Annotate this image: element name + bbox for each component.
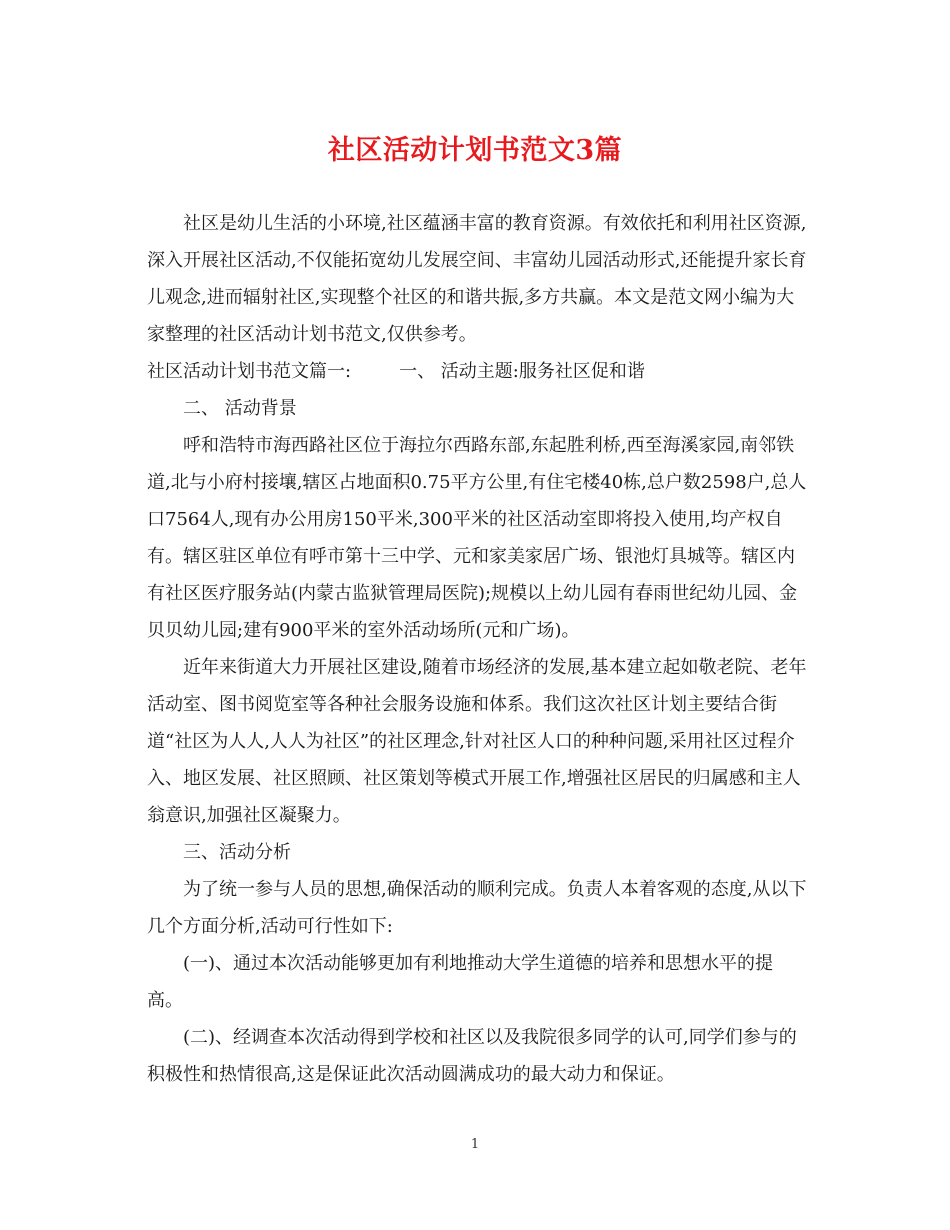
analysis-item-1: (一)、通过本次活动能够更加有利地推动大学生道德的培养和思想水平的提高。 bbox=[147, 953, 774, 1011]
page-number: 1 bbox=[470, 1137, 480, 1152]
background-paragraph-1: 呼和浩特市海西路社区位于海拉尔西路东部,东起胜利桥,西至海溪家园,南邻铁道,北与小府村接壤,辖区占地面积0.75平方公里,有住宅楼40栋,总户数2598户,总人口7564人,现有办公用房150平米,300平米的社区活动室即将投入使用,均产权自有。辖区驻区单位有呼市第十三中学、元和家美家居广场、银池灯具城等。辖区内有社区医疗服务站(内蒙古监狱管理局医院);规模以上幼儿园有春雨世纪幼儿园、金贝贝幼儿园;建有900平米的室外活动场所(元和广场)。 bbox=[147, 435, 807, 641]
document-body bbox=[147, 205, 807, 1093]
section-heading-background: 二、 活动背景 bbox=[183, 398, 297, 419]
analysis-item-2: (二)、经调查本次活动得到学校和社区以及我院很多同学的认可,同学们参与的积极性和热情很高,这是保证此次活动圆满成功的最大动力和保证。 bbox=[147, 1027, 797, 1085]
intro-paragraph: 社区是幼儿生活的小环境,社区蕴涵丰富的教育资源。有效依托和利用社区资源,深入开展社区活动,不仅能拓宽幼儿发展空间、丰富幼儿园活动形式,还能提升家长育儿观念,进而辐射社区,实现整个社区的和谐共振,多方共赢。本文是范文网小编为大家整理的社区活动计划书范文,仅供参考。 bbox=[147, 213, 807, 345]
document-title: 社区活动计划书范文3篇 bbox=[327, 135, 623, 166]
analysis-paragraph: 为了统一参与人员的思想,确保活动的顺利完成。负责人本着客观的态度,从以下几个方面分析,活动可行性如下: bbox=[147, 879, 807, 937]
section-heading-analysis: 三、活动分析 bbox=[183, 842, 291, 863]
part-label: 社区活动计划书范文篇一: bbox=[147, 361, 352, 382]
background-paragraph-2: 近年来街道大力开展社区建设,随着市场经济的发展,基本建立起如敬老院、老年活动室、图书阅览室等各种社会服务设施和体系。我们这次社区计划主要结合街道“社区为人人,人人为社区”的社区理念,针对社区人口的种种问题,采用社区过程介入、地区发展、社区照顾、社区策划等模式开展工作,增强社区居民的归属感和主人翁意识,加强社区凝聚力。 bbox=[147, 657, 807, 826]
part-line bbox=[147, 353, 807, 390]
section-heading-theme: 一、 活动主题:服务社区促和谐 bbox=[399, 361, 645, 382]
